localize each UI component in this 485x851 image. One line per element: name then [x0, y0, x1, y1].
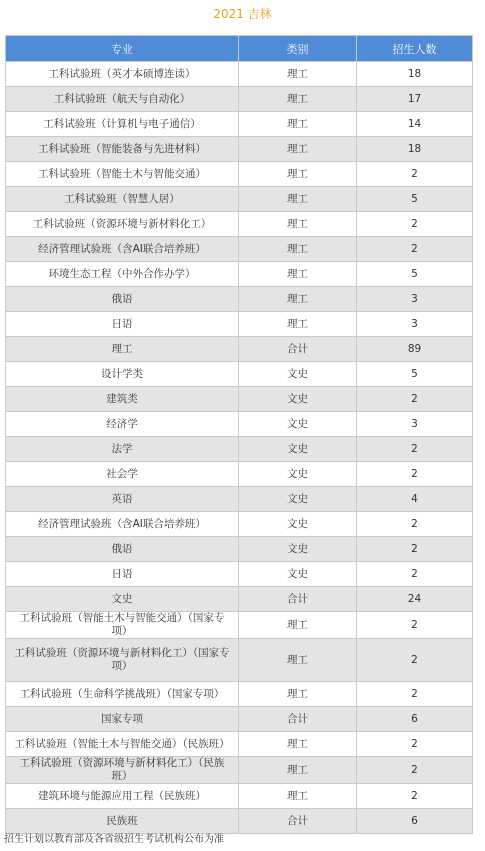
header-category: 类别 [239, 36, 357, 62]
cell-category: 文史 [239, 487, 357, 512]
table-row [6, 162, 473, 187]
cell-count: 2 [357, 682, 473, 707]
cell-major: 工科试验班（智能土木与智能交通） [6, 162, 239, 187]
cell-count: 89 [357, 337, 473, 362]
cell-count: 14 [357, 112, 473, 137]
cell-category: 理工 [239, 639, 357, 682]
cell-category: 文史 [239, 437, 357, 462]
cell-count: 2 [357, 162, 473, 187]
table-row [6, 784, 473, 809]
cell-count: 2 [357, 537, 473, 562]
cell-count: 2 [357, 562, 473, 587]
cell-count: 4 [357, 487, 473, 512]
cell-count: 2 [357, 639, 473, 682]
table-body [6, 62, 473, 834]
cell-category: 合计 [239, 587, 357, 612]
cell-count: 2 [357, 462, 473, 487]
cell-count: 3 [357, 287, 473, 312]
cell-count: 24 [357, 587, 473, 612]
cell-major: 理工 [6, 337, 239, 362]
cell-major: 工科试验班（智能土木与智能交通）（国家专项） [6, 612, 239, 639]
cell-category: 理工 [239, 237, 357, 262]
cell-major: 文史 [6, 587, 239, 612]
cell-count: 2 [357, 612, 473, 639]
cell-major: 英语 [6, 487, 239, 512]
cell-count: 5 [357, 362, 473, 387]
table-row [6, 187, 473, 212]
table-row [6, 312, 473, 337]
cell-category: 理工 [239, 62, 357, 87]
cell-category: 理工 [239, 287, 357, 312]
cell-category: 理工 [239, 262, 357, 287]
cell-category: 文史 [239, 562, 357, 587]
cell-major: 俄语 [6, 287, 239, 312]
cell-count: 3 [357, 412, 473, 437]
cell-category: 文史 [239, 412, 357, 437]
table-row [6, 682, 473, 707]
cell-major: 工科试验班（英才本硕博连读） [6, 62, 239, 87]
table-row [6, 587, 473, 612]
cell-major: 工科试验班（智能土木与智能交通）（民族班） [6, 732, 239, 757]
cell-major: 工科试验班（计算机与电子通信） [6, 112, 239, 137]
header-count: 招生人数 [357, 36, 473, 62]
header-major: 专业 [6, 36, 239, 62]
table-row [6, 112, 473, 137]
cell-count: 2 [357, 387, 473, 412]
table-row [6, 562, 473, 587]
cell-count: 2 [357, 732, 473, 757]
table-row [6, 462, 473, 487]
table-row [6, 487, 473, 512]
cell-count: 2 [357, 512, 473, 537]
table-row [6, 337, 473, 362]
table-row [6, 512, 473, 537]
cell-category: 文史 [239, 537, 357, 562]
cell-major: 设计学类 [6, 362, 239, 387]
cell-count: 2 [357, 437, 473, 462]
cell-category: 文史 [239, 362, 357, 387]
cell-major: 经济学 [6, 412, 239, 437]
table-row [6, 237, 473, 262]
table-row [6, 639, 473, 682]
cell-category: 理工 [239, 312, 357, 337]
cell-major: 民族班 [6, 809, 239, 834]
cell-count: 5 [357, 262, 473, 287]
cell-category: 合计 [239, 809, 357, 834]
cell-category: 理工 [239, 112, 357, 137]
cell-count: 5 [357, 187, 473, 212]
cell-major: 经济管理试验班（含AI联合培养班） [6, 512, 239, 537]
table-row [6, 757, 473, 784]
cell-category: 理工 [239, 137, 357, 162]
cell-category: 文史 [239, 462, 357, 487]
cell-major: 俄语 [6, 537, 239, 562]
cell-category: 合计 [239, 707, 357, 732]
cell-major: 工科试验班（资源环境与新材料化工）（民族班） [6, 757, 239, 784]
footnote: 招生计划以教育部及各省级招生考试机构公布为准 [4, 834, 224, 845]
cell-major: 日语 [6, 562, 239, 587]
cell-category: 理工 [239, 162, 357, 187]
cell-count: 2 [357, 237, 473, 262]
cell-category: 理工 [239, 682, 357, 707]
cell-category: 理工 [239, 732, 357, 757]
table-row [6, 707, 473, 732]
table-row [6, 62, 473, 87]
table-row [6, 732, 473, 757]
table-header-row [6, 36, 473, 62]
cell-count: 2 [357, 784, 473, 809]
cell-major: 工科试验班（航天与自动化） [6, 87, 239, 112]
cell-major: 环境生态工程（中外合作办学） [6, 262, 239, 287]
cell-major: 日语 [6, 312, 239, 337]
enrollment-table [5, 35, 473, 834]
cell-major: 经济管理试验班（含AI联合培养班） [6, 237, 239, 262]
cell-major: 工科试验班（生命科学挑战班）（国家专项） [6, 682, 239, 707]
cell-major: 法学 [6, 437, 239, 462]
page-title: 2021 吉林 [213, 7, 272, 21]
table-row [6, 412, 473, 437]
table-row [6, 262, 473, 287]
cell-major: 工科试验班（资源环境与新材料化工） [6, 212, 239, 237]
cell-count: 18 [357, 137, 473, 162]
cell-category: 理工 [239, 757, 357, 784]
cell-category: 理工 [239, 784, 357, 809]
cell-major: 国家专项 [6, 707, 239, 732]
cell-category: 理工 [239, 212, 357, 237]
table-row [6, 87, 473, 112]
cell-category: 合计 [239, 337, 357, 362]
table-row [6, 387, 473, 412]
cell-major: 工科试验班（智能装备与先进材料） [6, 137, 239, 162]
table-row [6, 362, 473, 387]
cell-category: 理工 [239, 87, 357, 112]
cell-category: 文史 [239, 387, 357, 412]
cell-count: 17 [357, 87, 473, 112]
cell-category: 理工 [239, 612, 357, 639]
cell-count: 6 [357, 707, 473, 732]
cell-count: 2 [357, 757, 473, 784]
table-row [6, 537, 473, 562]
cell-count: 18 [357, 62, 473, 87]
table-row [6, 212, 473, 237]
cell-count: 3 [357, 312, 473, 337]
cell-count: 6 [357, 809, 473, 834]
table-row [6, 437, 473, 462]
cell-major: 建筑类 [6, 387, 239, 412]
cell-major: 建筑环境与能源应用工程（民族班） [6, 784, 239, 809]
cell-category: 理工 [239, 187, 357, 212]
cell-category: 文史 [239, 512, 357, 537]
cell-major: 社会学 [6, 462, 239, 487]
table-row [6, 287, 473, 312]
cell-major: 工科试验班（资源环境与新材料化工）（国家专项） [6, 639, 239, 682]
table-row [6, 809, 473, 834]
cell-count: 2 [357, 212, 473, 237]
table-row [6, 612, 473, 639]
table-row [6, 137, 473, 162]
cell-major: 工科试验班（智慧人居） [6, 187, 239, 212]
